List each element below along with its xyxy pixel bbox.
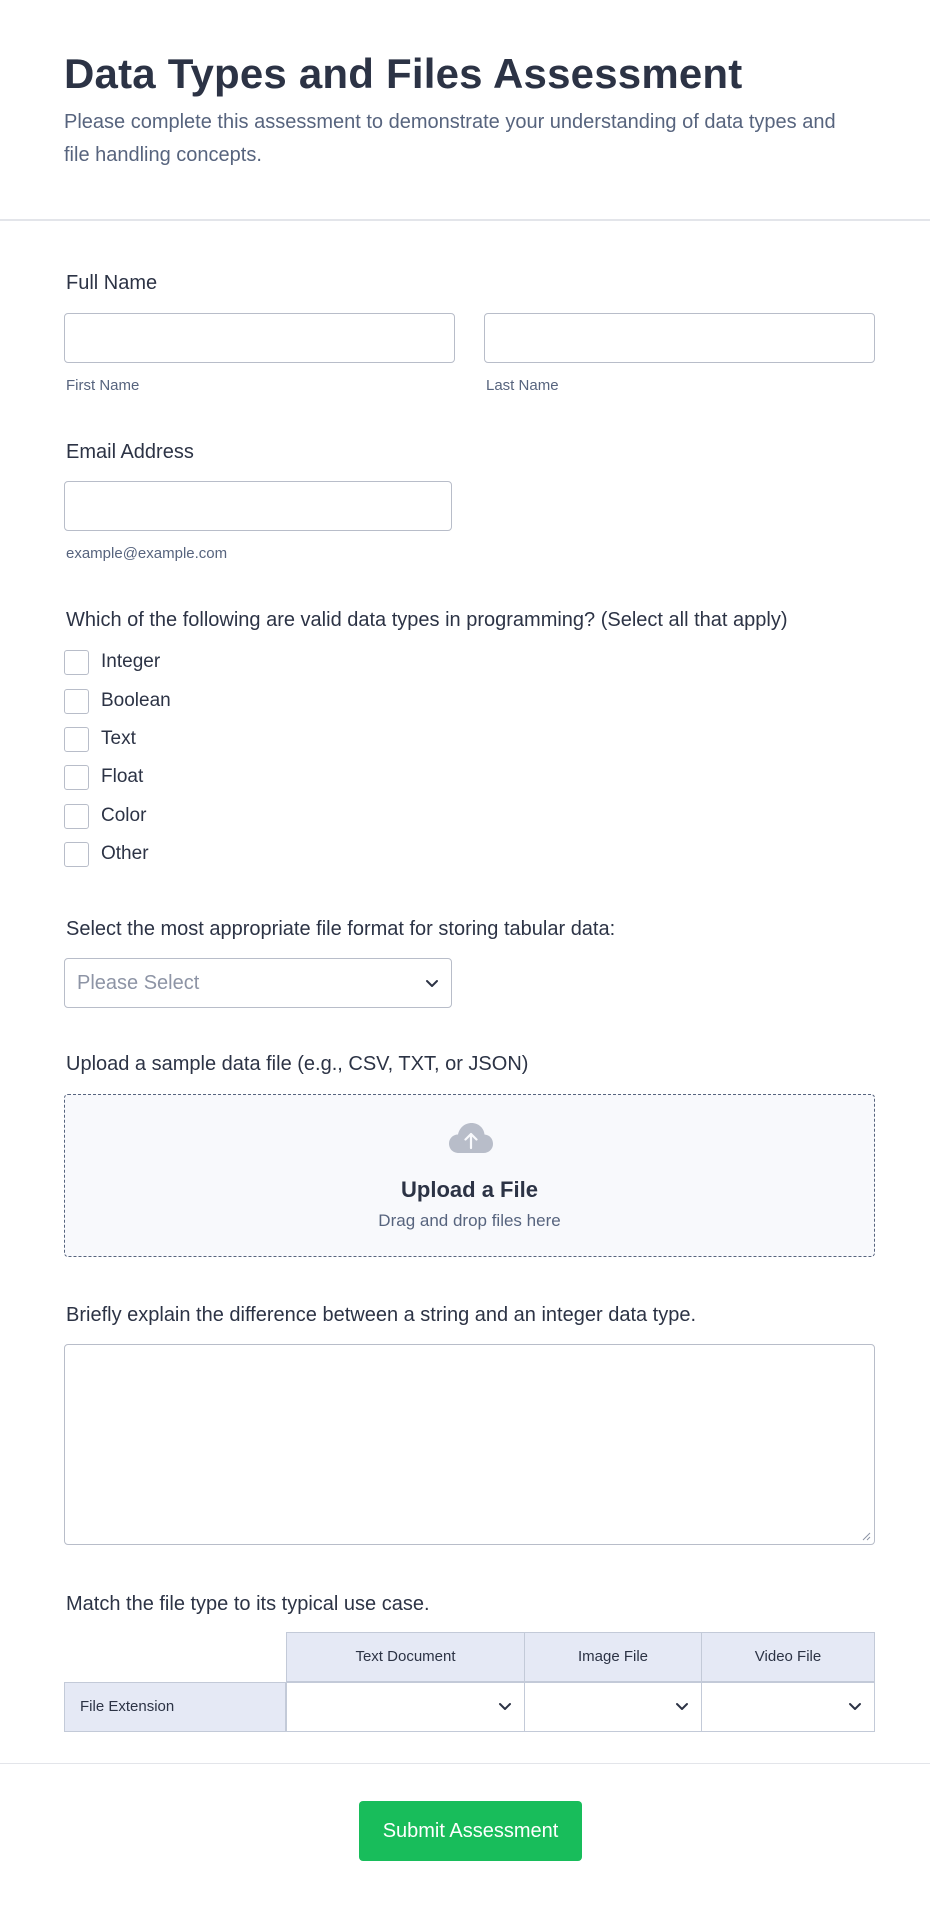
chevron-down-icon: [425, 979, 439, 989]
email-input[interactable]: [64, 481, 452, 531]
footer-divider: [0, 1763, 930, 1764]
checkbox[interactable]: [64, 689, 89, 714]
form-header: [0, 0, 930, 221]
checkbox-label: Integer: [101, 651, 161, 672]
matrix-row-header: File Extension: [64, 1682, 286, 1732]
checkbox[interactable]: [64, 804, 89, 829]
checkbox-label: Color: [101, 805, 147, 826]
checkbox[interactable]: [64, 842, 89, 867]
checkbox[interactable]: [64, 650, 89, 675]
checkbox-label: Boolean: [101, 690, 171, 711]
file-format-question: Select the most appropriate file format for storing tabular data:: [66, 918, 616, 940]
last-name-input[interactable]: [484, 313, 875, 363]
explain-question: Briefly explain the difference between a string and an integer data type.: [66, 1304, 697, 1326]
data-types-question: Which of the following are valid data types in programming? (Select all that apply): [66, 609, 788, 631]
matrix-select-text-document[interactable]: [286, 1682, 525, 1732]
matrix-column-header: Video File: [701, 1632, 875, 1682]
full-name-label: Full Name: [66, 272, 158, 294]
last-name-sublabel: Last Name: [486, 377, 559, 394]
email-sublabel: example@example.com: [66, 545, 228, 562]
checkbox-option-other[interactable]: [64, 842, 364, 868]
checkbox-label: Float: [101, 766, 144, 787]
upload-title: Upload a File: [401, 1177, 538, 1202]
explain-textarea[interactable]: [64, 1344, 875, 1545]
matrix-select-image-file[interactable]: [524, 1682, 702, 1732]
checkbox-label: Other: [101, 843, 149, 864]
checkbox-option-float[interactable]: [64, 765, 364, 791]
checkbox[interactable]: [64, 765, 89, 790]
checkbox-option-boolean[interactable]: [64, 689, 364, 715]
resize-grip-icon[interactable]: [861, 1531, 871, 1541]
cloud-upload-icon: [447, 1121, 495, 1155]
upload-question: Upload a sample data file (e.g., CSV, TXT, or JSON): [66, 1053, 529, 1075]
first-name-input[interactable]: [64, 313, 455, 363]
submit-button[interactable]: Submit Assessment: [359, 1801, 582, 1861]
checkbox-label: Text: [101, 728, 136, 749]
email-label: Email Address: [66, 441, 194, 463]
matrix-column-header: Text Document: [286, 1632, 525, 1682]
matrix-column-header: Image File: [524, 1632, 702, 1682]
matrix-question: Match the file type to its typical use case.: [66, 1593, 430, 1615]
checkbox-option-color[interactable]: [64, 804, 364, 830]
matrix-select-video-file[interactable]: [701, 1682, 875, 1732]
upload-hint: Drag and drop files here: [378, 1211, 561, 1230]
select-placeholder: Please Select: [77, 972, 200, 994]
file-format-select[interactable]: [64, 958, 452, 1008]
chevron-down-icon: [848, 1702, 862, 1712]
checkbox-option-text[interactable]: [64, 727, 364, 753]
page-subtitle: Please complete this assessment to demonstrate your understanding of data types and file handling concepts.: [64, 111, 836, 166]
page-title: Data Types and Files Assessment: [64, 50, 743, 97]
file-upload-dropzone[interactable]: [64, 1094, 875, 1257]
checkbox[interactable]: [64, 727, 89, 752]
chevron-down-icon: [675, 1702, 689, 1712]
first-name-sublabel: First Name: [66, 377, 140, 394]
checkbox-option-integer[interactable]: [64, 650, 364, 676]
chevron-down-icon: [498, 1702, 512, 1712]
